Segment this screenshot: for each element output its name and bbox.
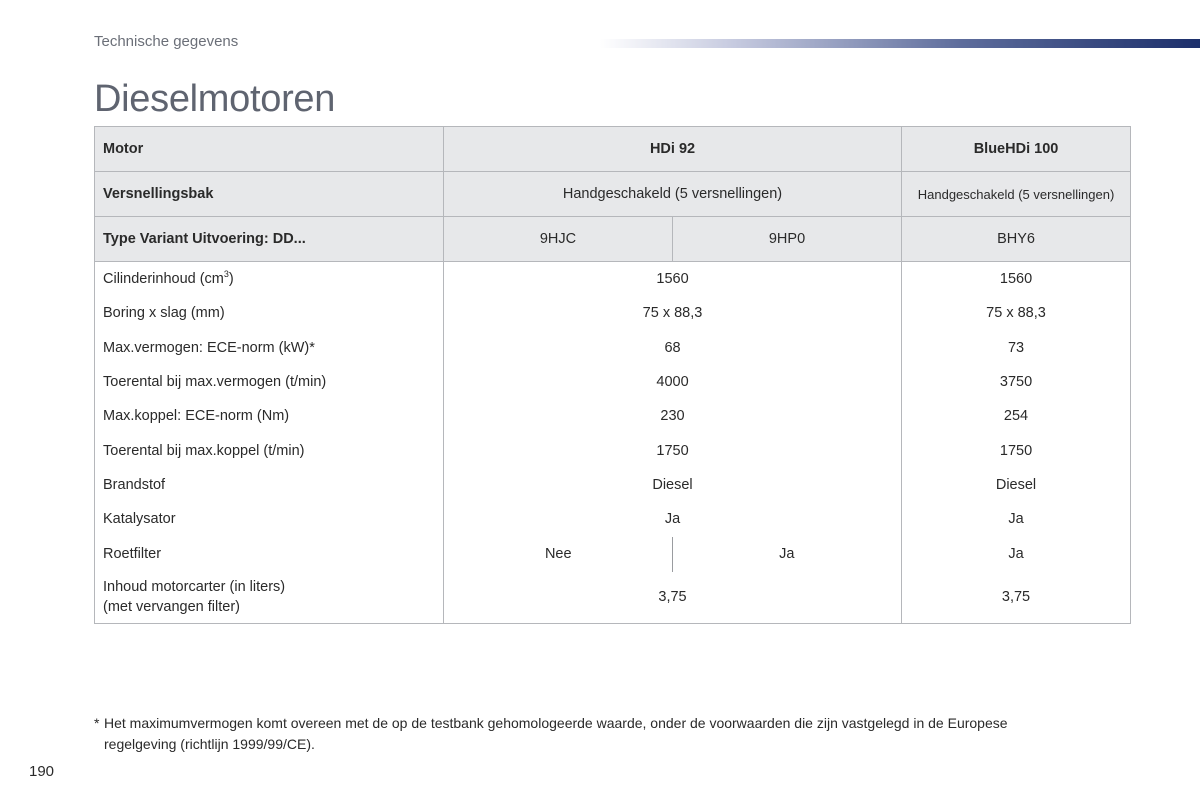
table-row xyxy=(95,365,1131,399)
row-label-displacement: Cilinderinhoud $(cm^3)$ xyxy=(95,262,444,297)
cell-bluehdi: 75 x 88,3 xyxy=(902,296,1131,330)
table-header-row-gearbox xyxy=(95,172,1131,217)
cell-bluehdi: 73 xyxy=(902,331,1131,365)
cell-bluehdi: 1750 xyxy=(902,433,1131,467)
header-cell-gearbox-hdi: Handgeschakeld (5 versnellingen) xyxy=(444,172,902,217)
table-row xyxy=(95,536,1131,570)
cell-bluehdi: Ja xyxy=(902,536,1131,570)
cell-hdi: Diesel xyxy=(444,468,902,502)
cell-hdi: 4000 xyxy=(444,365,902,399)
header-cell-hdi92: HDi 92 xyxy=(444,127,902,172)
row-label: Max.vermogen: ECE-norm (kW)* xyxy=(95,331,444,365)
cell-hdi: 230 xyxy=(444,399,902,433)
cell-bluehdi: 254 xyxy=(902,399,1131,433)
header-cell-type-bhy6: BHY6 xyxy=(902,217,1131,262)
cell-hdi: 3,75 xyxy=(444,571,902,624)
header-cell-gearbox: Versnellingsbak xyxy=(95,172,444,217)
table-row xyxy=(95,433,1131,467)
row-label: Katalysator xyxy=(95,502,444,536)
table-row xyxy=(95,468,1131,502)
table-header-row-type xyxy=(95,217,1131,262)
page-number: 190 xyxy=(29,763,55,780)
footnote xyxy=(94,713,1134,755)
cell-bluehdi: Ja xyxy=(902,502,1131,536)
header-cell-bluehdi100: BlueHDi 100 xyxy=(902,127,1131,172)
header-gradient-bar xyxy=(600,39,1200,48)
table-row xyxy=(95,262,1131,297)
row-label: Roetfilter xyxy=(95,536,444,570)
row-label-oil-capacity: Inhoud motorcarter (in liters) (met vervangen filter) xyxy=(95,571,444,624)
table-row xyxy=(95,502,1131,536)
table-header-row-motor xyxy=(95,127,1131,172)
header-cell-type-9hjc: 9HJC xyxy=(444,217,673,262)
cell-bluehdi: 3750 xyxy=(902,365,1131,399)
header-cell-gearbox-bluehdi: Handgeschakeld (5 versnellingen) xyxy=(902,172,1131,217)
row-label: Boring x slag (mm) xyxy=(95,296,444,330)
row-label: Max.koppel: ECE-norm (Nm) xyxy=(95,399,444,433)
cell-hdi: 1560 xyxy=(444,262,902,297)
row-label: Toerental bij max.vermogen (t/min) xyxy=(95,365,444,399)
table-row xyxy=(95,399,1131,433)
header-cell-type: Type Variant Uitvoering: DD... xyxy=(95,217,444,262)
footnote-line-1: Het maximumvermogen komt overeen met de op de testbank gehomologeerde waarde, onder de voorwaarden die zijn vastgelegd in de Europese xyxy=(104,715,1008,731)
cell-bluehdi: 1560 xyxy=(902,262,1131,297)
cell-hdi-9hp0: Ja xyxy=(673,536,902,570)
cell-hdi: Ja xyxy=(444,502,902,536)
roetfilter-split-divider xyxy=(672,537,673,572)
row-label: Brandstof xyxy=(95,468,444,502)
page-title: Dieselmotoren xyxy=(94,78,336,120)
table-row xyxy=(95,571,1131,624)
header-cell-motor: Motor xyxy=(95,127,444,172)
engine-specs-table xyxy=(94,126,1131,624)
cell-bluehdi: Diesel xyxy=(902,468,1131,502)
cell-hdi-9hjc: Nee xyxy=(444,536,673,570)
header-cell-type-9hp0: 9HP0 xyxy=(673,217,902,262)
footnote-mark: * xyxy=(94,715,100,731)
cell-bluehdi: 3,75 xyxy=(902,571,1131,624)
cell-hdi: 68 xyxy=(444,331,902,365)
cell-hdi: 75 x 88,3 xyxy=(444,296,902,330)
row-label: Toerental bij max.koppel (t/min) xyxy=(95,433,444,467)
footnote-line-2: regelgeving (richtlijn 1999/99/CE). xyxy=(104,736,315,752)
section-label: Technische gegevens xyxy=(94,33,239,50)
table-row xyxy=(95,296,1131,330)
cell-hdi: 1750 xyxy=(444,433,902,467)
table-row xyxy=(95,331,1131,365)
